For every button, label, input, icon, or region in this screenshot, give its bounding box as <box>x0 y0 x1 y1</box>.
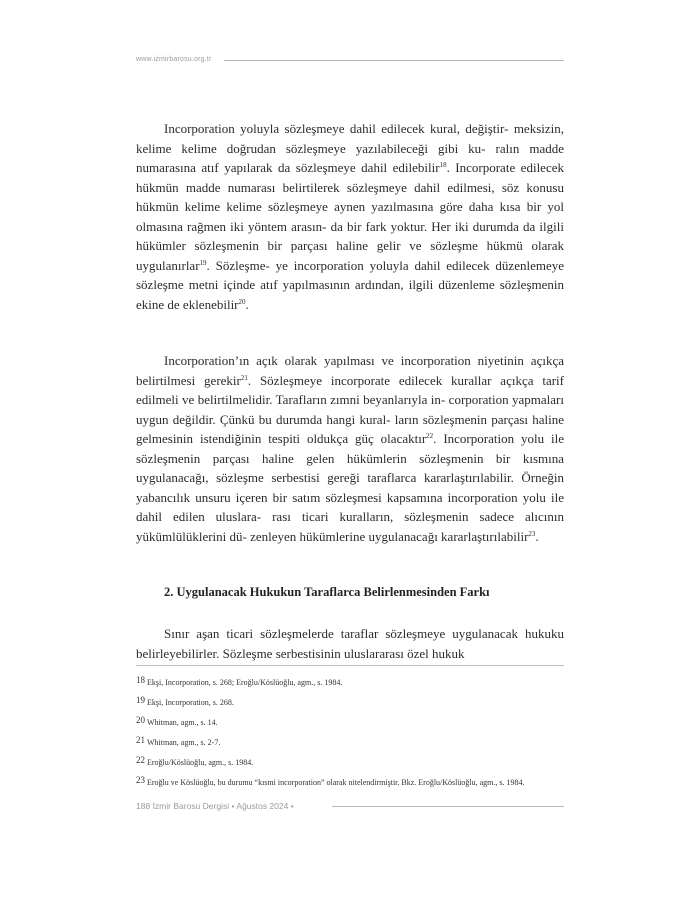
footnote-number: 22 <box>136 755 145 765</box>
footnote <box>136 755 564 768</box>
footnote-number: 21 <box>136 735 145 745</box>
paragraph-3-text: Sınır aşan ticari sözleşmelerde taraflar sözleşmeye uygulanacak hukuku belirleyebilirler. Sözleşme serbestisinin uluslararası özel hukuk <box>136 626 564 661</box>
paragraph-3 <box>136 624 564 663</box>
footnote-ref-20: 20 <box>238 297 246 306</box>
footnote-text: Eroğlu ve Köslüoğlu, bu durumu “kısmi incorporation” olarak nitelendirmiştir. Bkz. Eroğlu/Köslüoğlu, agm., s. 1984. <box>147 778 525 787</box>
footnote <box>136 735 564 748</box>
header-rule <box>224 60 564 61</box>
footer-separator: • <box>231 801 235 811</box>
footnote-ref-23: 23 <box>528 529 536 538</box>
page-number: 188 <box>136 801 151 811</box>
section-heading: 2. Uygulanacak Hukukun Taraflarca Belirlenmesinden Farkı <box>164 585 490 599</box>
footnote-text: Whitman, agm., s. 2-7. <box>147 738 221 747</box>
footnote-text: Eroğlu/Köslüoğlu, agm., s. 1984. <box>147 758 254 767</box>
paragraph-2-text-a: Incorporation’ın açık olarak yapılması ve incorporation niyetinin açıkça belirtilmesi gerekir <box>136 353 564 388</box>
footnotes <box>136 675 564 795</box>
journal-name: İzmir Barosu Dergisi <box>152 801 230 811</box>
footnote-number: 19 <box>136 695 145 705</box>
footnote <box>136 715 564 728</box>
footer-separator: • <box>290 801 294 811</box>
paragraph-1-text-a: Incorporation yoluyla sözleşmeye dahil edilecek kural, değiştir- meksizin, kelime kelime doğrudan sözleşmeye yazılabileceği gibi ku- ralın madde numarasına atıf yapılarak da sözleşmeye dahil edilebilir <box>136 121 564 175</box>
header-url: www.izmirbarosu.org.tr <box>136 56 212 63</box>
footnote-ref-21: 21 <box>240 373 248 382</box>
paragraph-2-text-d: . <box>535 528 539 544</box>
footnote-ref-19: 19 <box>199 258 207 267</box>
footnote <box>136 695 564 708</box>
footnote-number: 18 <box>136 675 145 685</box>
paragraph-1-text-c: . Sözleşme- ye incorporation yoluyla dahil edilecek düzenlemeye sözleşme metni içinde atıf yapılmasının ardından, ilgili düzenleme sözleşmenin ekine de eklenebilir <box>136 257 564 312</box>
issue-date: Ağustos 2024 <box>236 801 289 811</box>
footnote-text: Whitman, agm., s. 14. <box>147 718 218 727</box>
footnote-number: 20 <box>136 715 145 725</box>
footnote <box>136 675 564 688</box>
paragraph-1-text-b: . Incorporate edilecek hükmün madde numarası belirtilerek sözleşmeye dahil edilmesi, söz konusu hükmün kelime kelime sözleşmeye aynen yazılmasına göre daha kısa bir yol olmasına rağmen iki yöntem arasın- da bir fark yoktur. Her iki durumda da ilgili hükümler sözleşmenin bir parçası haline gelir ve sözleşme hükmü olarak uygulanırlar <box>136 160 564 273</box>
footnote-ref-18: 18 <box>439 161 447 169</box>
footer-rule <box>332 806 564 807</box>
paragraph-2 <box>136 351 564 546</box>
footnote <box>136 775 564 788</box>
paragraph-2-text-c: . Incorporation yolu ile sözleşmenin parçası haline gelen hükümlerin sözleşmenin bir kısmına uygulanacağı, sözleşme serbestisi gereği taraflarca kararlaştırılabilir. Örneğin yabancılık unsuru içeren bir satım sözleşmesi kapsamına incorporation yolu ile dahil edilen uluslara- rası ticari kuralların, sözleşmenin sadece alıcının yükümlülüklerini dü- zenleyen hükümlerine uygulanacağı kararlaştırılabilir <box>136 431 565 544</box>
footnote-number: 23 <box>136 775 145 785</box>
footnote-ref-22: 22 <box>426 432 434 440</box>
paragraph-1 <box>136 119 564 314</box>
footnote-rule <box>136 665 564 666</box>
footnote-text: Ekşi, Incorporation, s. 268. <box>147 698 234 707</box>
paragraph-1-text-d: . <box>245 296 249 312</box>
footnote-text: Ekşi, Incorporation, s. 268; Eroğlu/Köslüoğlu, agm., s. 1984. <box>147 678 343 687</box>
page-footer <box>136 801 294 811</box>
paragraph-2-text-b: . Sözleşmeye incorporate edilecek kurallar açıkça tarif edilmeli ve belirtilmelidir. Tarafların zımni beyanlarıyla in- corporation yapmaları uygun değildir. Çünkü bu durumda hangi kural- ların sözleşmenin parçası haline gelmesinin istendiğinin tespiti oldukça güç olacaktır <box>136 372 564 446</box>
